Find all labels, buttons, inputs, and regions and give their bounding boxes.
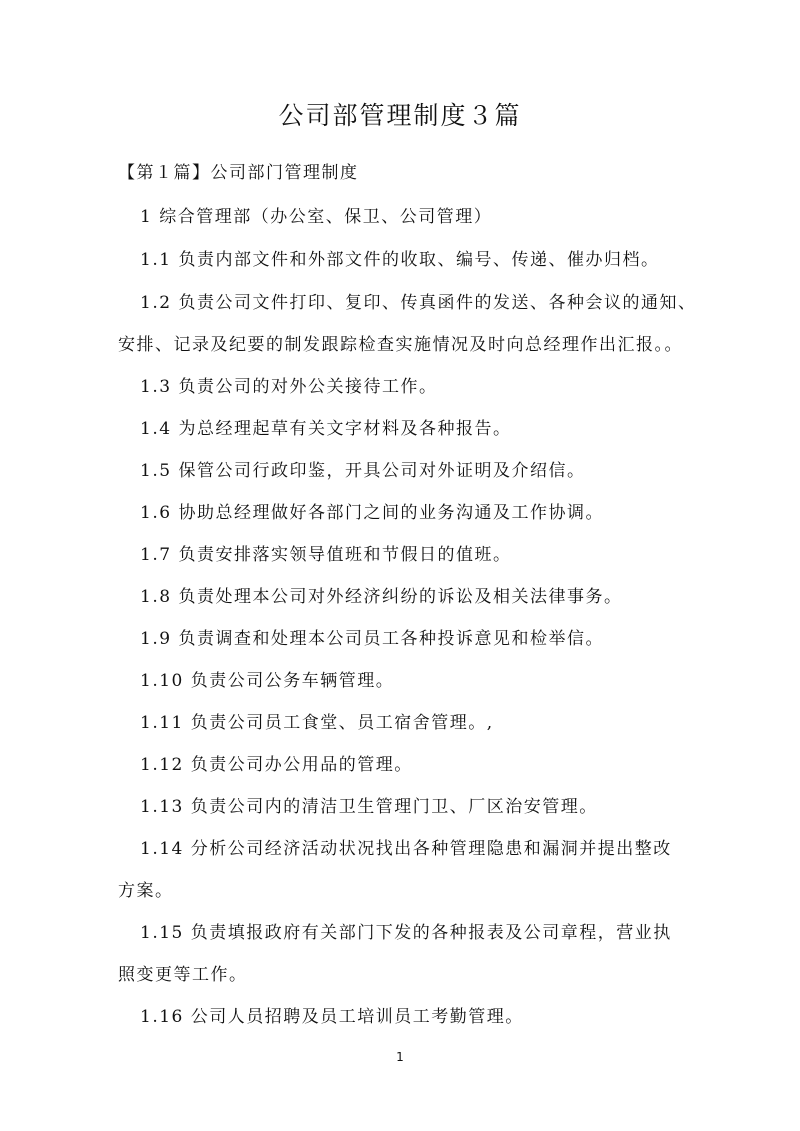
page-number: 1 <box>396 1050 404 1064</box>
paragraph-line: 1.4 为总经理起草有关文字材料及各种报告。 <box>140 419 512 439</box>
paragraph-line: 1.13 负责公司内的清洁卫生管理门卫、厂区治安管理。 <box>140 797 598 817</box>
paragraph-line: 1.5 保管公司行政印鉴，开具公司对外证明及介绍信。 <box>140 461 586 481</box>
paragraph-line: 安排、记录及纪要的制发跟踪检查实施情况及时向总经理作出汇报。。 <box>118 335 683 355</box>
subsection-heading: 1 综合管理部（办公室、保卫、公司管理） <box>140 207 493 227</box>
paragraph-line: 1.14 分析公司经济活动状况找出各种管理隐患和漏洞并提出整改 <box>140 839 672 859</box>
paragraph-line: 1.12 负责公司办公用品的管理。 <box>140 755 413 775</box>
paragraph-line: 1.7 负责安排落实领导值班和节假日的值班。 <box>140 545 512 565</box>
paragraph-line: 1.16 公司人员招聘及员工培训员工考勤管理。 <box>140 1007 524 1027</box>
paragraph-line: 1.10 负责公司公务车辆管理。 <box>140 671 395 691</box>
paragraph-line: 1.9 负责调查和处理本公司员工各种投诉意见和检举信。 <box>140 629 604 649</box>
paragraph-line: 1.3 负责公司的对外公关接待工作。 <box>140 377 438 397</box>
paragraph-line: 方案。 <box>118 881 174 901</box>
paragraph-line: 1.15 负责填报政府有关部门下发的各种报表及公司章程，营业执 <box>140 923 672 943</box>
section-heading: 【第１篇】公司部门管理制度 <box>118 163 359 183</box>
document-title: 公司部管理制度３篇 <box>278 101 522 130</box>
paragraph-line: 1.6 协助总经理做好各部门之间的业务沟通及工作协调。 <box>140 503 604 523</box>
paragraph-line: 1.1 负责内部文件和外部文件的收取、编号、传递、催办归档。 <box>140 250 660 270</box>
paragraph-line: 照变更等工作。 <box>118 965 248 985</box>
paragraph-line: 1.8 负责处理本公司对外经济纠纷的诉讼及相关法律事务。 <box>140 587 623 607</box>
paragraph-line: 1.11 负责公司员工食堂、员工宿舍管理。, <box>140 713 494 733</box>
paragraph-line: 1.2 负责公司文件打印、复印、传真函件的发送、各种会议的通知、 <box>140 293 697 313</box>
